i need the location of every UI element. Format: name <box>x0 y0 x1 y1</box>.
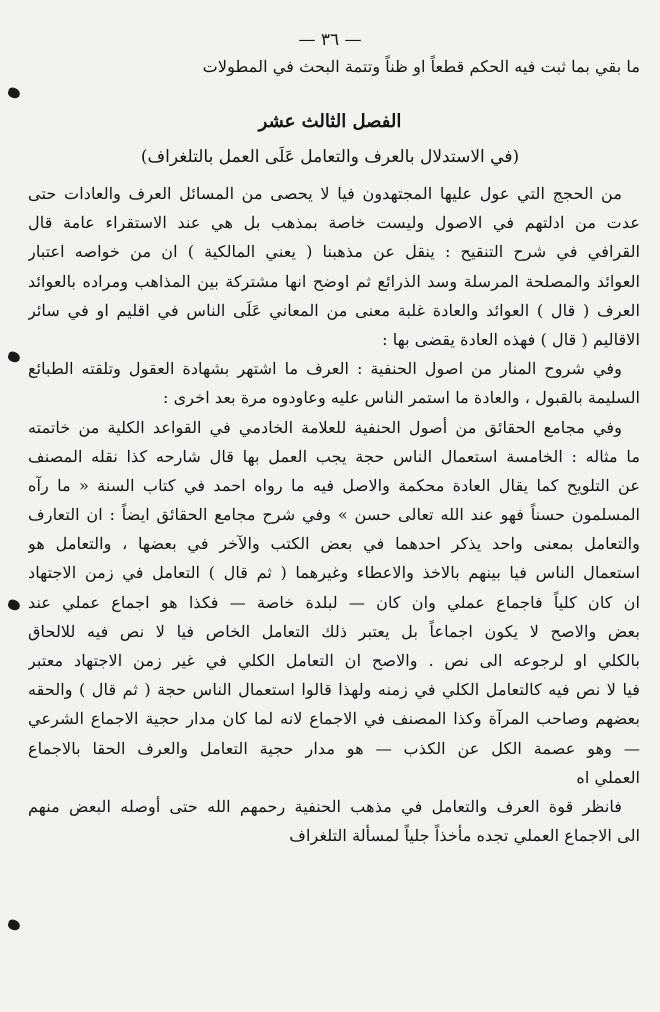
text-line: بالكلي او لرجوعه الى نص . والاصح ان التعامل الكلي في غير زمن الاجتهاد معتبر <box>28 651 640 670</box>
text-line: الاقاليم ( قال ) فهذه العادة يقضى بها : <box>382 329 640 349</box>
section-title: الفصل الثالث عشر <box>258 111 402 132</box>
text-line: استعمال الناس فيا بينهم بالاخذ والاعطاء وغيرهما ( ثم قال ) التعامل في زمن الاجتهاد <box>28 563 640 583</box>
text-line: العوائد والمصلحة المرسلة وسد الذرائع ثم اوضح انها مشتركة بين المذاهب ومراده بالعوائد <box>28 271 640 291</box>
text-line: بعض والاصح لا يكون اجماعاً بل يعتبر ذلك التعامل الخاص فيا لا نص فيه للالحاق <box>28 621 640 641</box>
ink-blot-mark <box>7 86 22 99</box>
page-number: — ٣٦ — <box>298 30 362 50</box>
text-line: الى الاجماع العملي تجده مأخذاً جلياً لمسألة التلغراف <box>289 826 640 846</box>
text-line: — وهو عصمة الكل عن الكذب — هو مدار حجية التعامل والعرف الحقا بالاجماع <box>28 738 640 758</box>
text-line: المسلمون حسناً فهو عند الله تعالى حسن » وفي شرح مجامع الحقائق ايضاً : ان التعارف <box>28 505 640 525</box>
intro-line: ما بقي بما ثبت فيه الحكم قطعاً او ظناً وتتمة البحث في المطولات <box>202 57 640 76</box>
intro-block <box>28 52 640 81</box>
text-line: ما مثاله : الخامسة استعمال الناس حجة يجب العمل بها قال شارحه كذا نقله المصنف <box>28 446 640 466</box>
text-line: والتعامل بمعنى واحد يذكر احدهما في بعض الكتب والآخر في بعضها ، والتعامل هو <box>28 534 640 554</box>
text-line: من الحجج التي عول عليها المجتهدون فيا لا يحصى من المسائل العرف والعادات حتى <box>28 184 622 203</box>
text-line: وفي مجامع الحقائق من أصول الحنفية للعلامة الخادمي في القواعد الكلية من خاتمته <box>28 417 622 437</box>
section-subtitle: (في الاستدلال بالعرف والتعامل عَلَى العمل بالتلغراف) <box>140 147 520 167</box>
text-line: السليمة بالقبول ، والعادة ما استمر الناس عليه وعاودوه مرة بعد اخرى : <box>163 388 640 408</box>
text-line: بعضهم وصاحب المرآة وكذا المصنف في الاجماع لانه لما كان مدار حجية الاجماع الشرعي <box>28 709 640 729</box>
text-line: القرافي في شرح التنقيح : ينقل عن مذهبنا ( يعني المالكية ) ان من خواصه اعتبار <box>28 242 640 262</box>
text-line: العملي اه <box>576 767 640 787</box>
ink-blot-mark <box>7 918 22 931</box>
text-line: وفي شروح المنار من اصول الحنفية : العرف ما اشتهر بشهادة العقول وتلقته الطبائع <box>28 359 622 379</box>
text-line: فيا لا نص فيه كالتعامل الكلي في زمنه ولهذا قالوا استعمال الناس حجة ( ثم قال ) والحقه <box>28 680 640 700</box>
text-line: العرف ( قال ) العوائد والعادة غلبة معنى من المعاني عَلَى الناس في اقليم او في سائر <box>28 300 640 320</box>
ink-blot-mark <box>7 350 22 363</box>
text-line: عدت من ادلتهم في الاصول وليست خاصة بمذهب بل هي عند الاستقراء عامة قال <box>28 213 640 233</box>
text-line: ان كان كلياً فاجماع عملي وان كان — لبلدة خاصة — فكذا هو اجماع عملي عند <box>28 592 640 612</box>
body-text <box>28 179 640 850</box>
text-line: عن التلويح كما يقال العادة محكمة والاصل فيه ما رواه احمد في كتاب السنة « ما رآه <box>28 475 640 495</box>
ink-blot-mark <box>7 598 22 611</box>
text-line: فانظر قوة العرف والتعامل في مذهب الحنفية رحمهم الله حتى أوصله البعض منهم <box>28 796 622 816</box>
